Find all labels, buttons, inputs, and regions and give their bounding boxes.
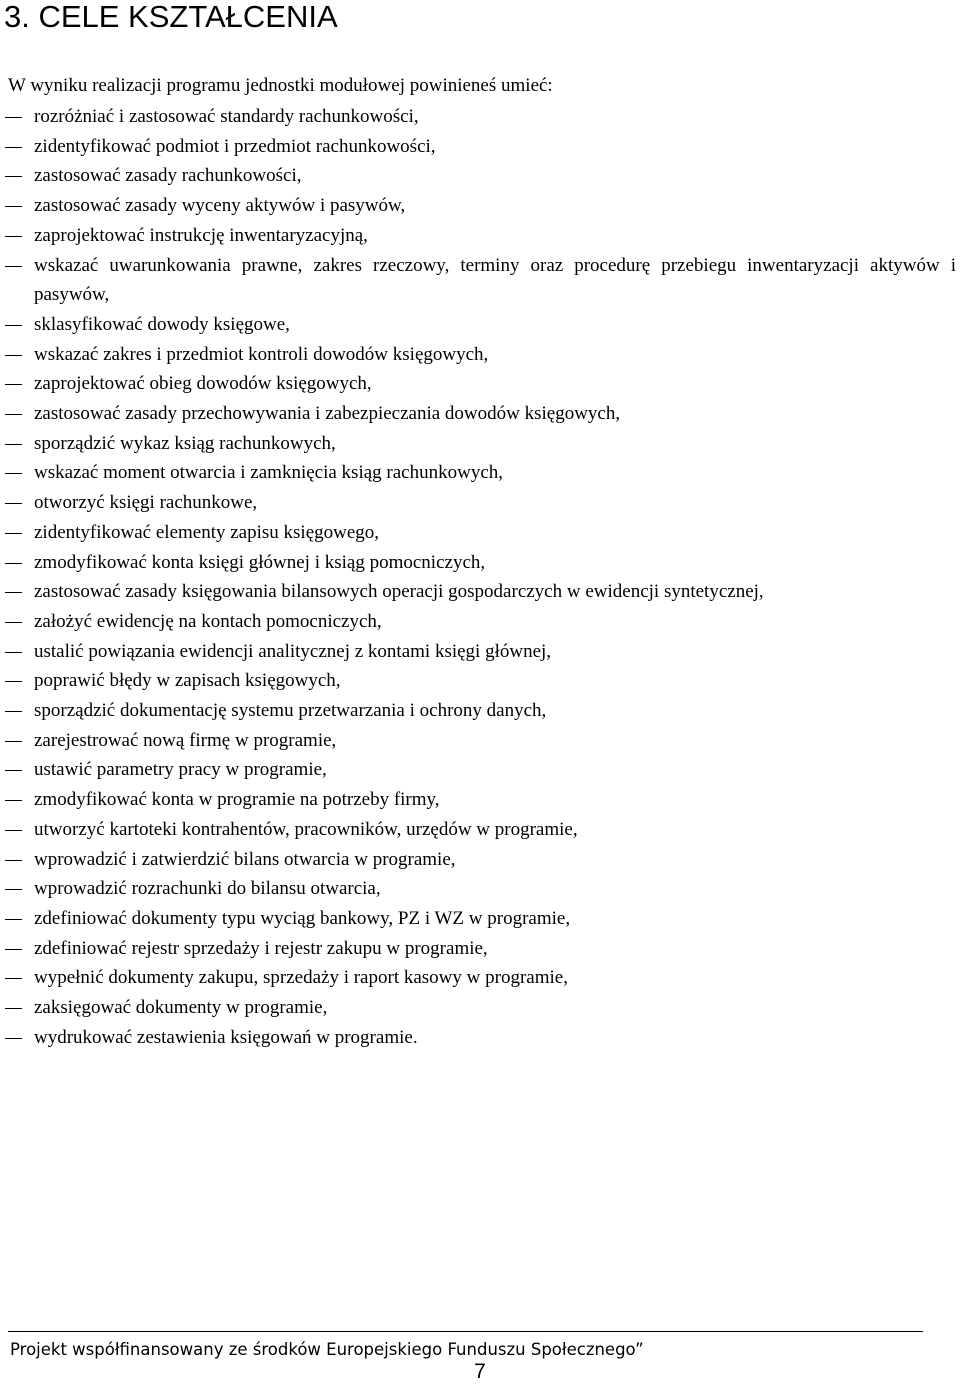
dash-bullet	[5, 147, 22, 148]
list-item	[0, 815, 956, 845]
list-item-text: zmodyfikować konta księgi głównej i ksiąg pomocniczych,	[34, 551, 486, 573]
list-item-text: wskazać moment otwarcia i zamknięcia ksiąg rachunkowych,	[34, 462, 504, 484]
dash-bullet	[5, 830, 22, 831]
list-item-text: utworzyć kartoteki kontrahentów, pracowników, urzędów w programie,	[34, 818, 578, 840]
list-item-text: zastosować zasady księgowania bilansowych operacji gospodarczych w ewidencji syntetycznej,	[34, 581, 764, 603]
list-item	[0, 696, 956, 726]
list-item-text: ustalić powiązania ewidencji analitycznej z kontami księgi głównej,	[34, 640, 552, 662]
list-item-text: zaksięgować dokumenty w programie,	[34, 997, 328, 1019]
list-item	[0, 429, 956, 459]
list-item-text: wprowadzić rozrachunki do bilansu otwarcia,	[34, 878, 381, 900]
dash-bullet	[5, 800, 22, 801]
dash-bullet	[5, 266, 22, 267]
dash-bullet	[5, 592, 22, 593]
list-item	[0, 161, 956, 191]
footer-text: Projekt współfinansowany ze środków Europejskiego Funduszu Społecznego”	[10, 1340, 644, 1359]
list-item	[0, 607, 956, 637]
page-number: 7	[474, 1360, 486, 1383]
list-item-text: poprawić błędy w zapisach księgowych,	[34, 670, 341, 692]
section-heading: 3. CELE KSZTAŁCENIA	[4, 0, 338, 34]
list-item	[0, 369, 956, 399]
list-item-text: zmodyfikować konta w programie na potrzeby firmy,	[34, 789, 440, 811]
list-item-text: otworzyć księgi rachunkowe,	[34, 492, 258, 514]
list-item-text: zastosować zasady rachunkowości,	[34, 165, 302, 187]
list-item	[0, 458, 956, 488]
dash-bullet	[5, 711, 22, 712]
list-item-text: zarejestrować nową firmę w programie,	[34, 729, 337, 751]
dash-bullet	[5, 236, 22, 237]
dash-bullet	[5, 414, 22, 415]
dash-bullet	[5, 860, 22, 861]
dash-bullet	[5, 889, 22, 890]
dash-bullet	[5, 444, 22, 445]
list-item-text: sporządzić wykaz ksiąg rachunkowych,	[34, 432, 336, 454]
list-item	[0, 726, 956, 756]
list-item	[0, 755, 956, 785]
list-item	[0, 548, 956, 578]
dash-bullet	[5, 622, 22, 623]
objectives-list	[0, 102, 960, 1053]
dash-bullet	[5, 741, 22, 742]
list-item-text: wydrukować zestawienia księgowań w programie.	[34, 1026, 418, 1048]
list-item-text: sporządzić dokumentację systemu przetwarzania i ochrony danych,	[34, 700, 547, 722]
list-item-text: zastosować zasady wyceny aktywów i pasywów,	[34, 195, 406, 217]
dash-bullet	[5, 176, 22, 177]
list-item	[0, 963, 956, 993]
list-item	[0, 577, 956, 607]
list-item-text: wskazać zakres i przedmiot kontroli dowodów księgowych,	[34, 343, 489, 365]
list-item	[0, 1023, 956, 1053]
list-item-text: zaprojektować obieg dowodów księgowych,	[34, 373, 372, 395]
list-item	[0, 993, 956, 1023]
list-item	[0, 102, 956, 132]
dash-bullet	[5, 1038, 22, 1039]
list-item-text: ustawić parametry pracy w programie,	[34, 759, 327, 781]
dash-bullet	[5, 949, 22, 950]
list-item	[0, 251, 956, 310]
list-item	[0, 904, 956, 934]
list-item-text: zidentyfikować podmiot i przedmiot rachunkowości,	[34, 135, 436, 157]
footer-divider	[8, 1331, 923, 1332]
dash-bullet	[5, 978, 22, 979]
dash-bullet	[5, 563, 22, 564]
list-item-text: zdefiniować dokumenty typu wyciąg bankowy, PZ i WZ w programie,	[34, 907, 571, 929]
list-item	[0, 637, 956, 667]
intro-text: W wyniku realizacji programu jednostki modułowej powinieneś umieć:	[8, 75, 553, 96]
list-item	[0, 221, 956, 251]
list-item	[0, 934, 956, 964]
dash-bullet	[5, 681, 22, 682]
dash-bullet	[5, 473, 22, 474]
list-item	[0, 518, 956, 548]
dash-bullet	[5, 533, 22, 534]
dash-bullet	[5, 1008, 22, 1009]
dash-bullet	[5, 355, 22, 356]
list-item-text: zidentyfikować elementy zapisu księgowego,	[34, 521, 380, 543]
dash-bullet	[5, 117, 22, 118]
dash-bullet	[5, 503, 22, 504]
list-item	[0, 132, 956, 162]
list-item-text: zastosować zasady przechowywania i zabezpieczania dowodów księgowych,	[34, 403, 621, 425]
list-item	[0, 310, 956, 340]
list-item-text: wprowadzić i zatwierdzić bilans otwarcia w programie,	[34, 848, 456, 870]
list-item	[0, 399, 956, 429]
list-item-text: sklasyfikować dowody księgowe,	[34, 313, 290, 335]
list-item-text: zdefiniować rejestr sprzedaży i rejestr zakupu w programie,	[34, 937, 488, 959]
dash-bullet	[5, 652, 22, 653]
list-item	[0, 874, 956, 904]
list-item-text: wypełnić dokumenty zakupu, sprzedaży i raport kasowy w programie,	[34, 967, 568, 989]
dash-bullet	[5, 770, 22, 771]
dash-bullet	[5, 206, 22, 207]
list-item-text: rozróżniać i zastosować standardy rachunkowości,	[34, 106, 419, 127]
list-item	[0, 666, 956, 696]
list-item	[0, 845, 956, 875]
list-item	[0, 785, 956, 815]
list-item	[0, 340, 956, 370]
list-item-text: założyć ewidencję na kontach pomocniczych,	[34, 610, 382, 632]
list-item	[0, 488, 956, 518]
list-item	[0, 191, 956, 221]
dash-bullet	[5, 384, 22, 385]
dash-bullet	[5, 919, 22, 920]
list-item-text: zaprojektować instrukcję inwentaryzacyjną,	[34, 224, 368, 246]
dash-bullet	[5, 325, 22, 326]
list-item-text: wskazać uwarunkowania prawne, zakres rzeczowy, terminy oraz procedurę przebiegu inwentaryzacji aktywów i pasywów,	[34, 254, 956, 306]
